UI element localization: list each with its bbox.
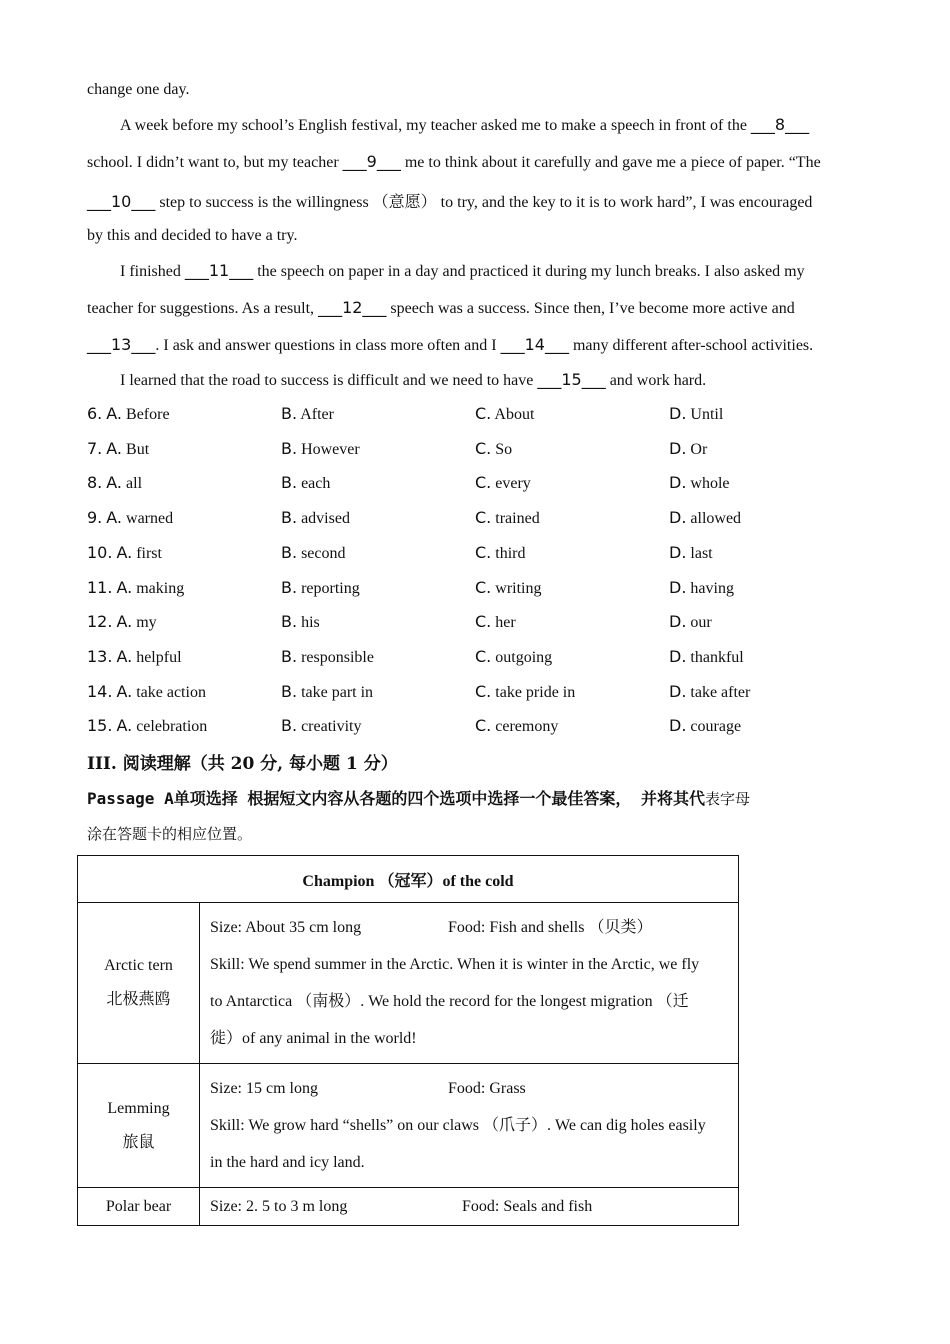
question-number: 10. xyxy=(87,542,113,562)
passage-text: change one day. xyxy=(87,81,190,98)
option-d xyxy=(669,578,734,598)
question-number: 6. xyxy=(87,404,103,423)
option-a xyxy=(87,682,206,702)
question-number: 14. xyxy=(87,681,113,701)
option-text: take pride in xyxy=(495,683,576,701)
passage-instructions-tail: 涂在答题卡的相应位置。 xyxy=(87,827,253,843)
option-text: celebration xyxy=(136,718,208,736)
option-d xyxy=(669,682,750,702)
option-letter: A. xyxy=(106,473,123,493)
option-text: reporting xyxy=(301,579,360,597)
option-text: outgoing xyxy=(495,648,553,666)
option-b xyxy=(281,647,374,667)
animal-food: Food: Seals and fish xyxy=(462,1198,593,1215)
option-text: whole xyxy=(690,475,730,493)
passage-text: teacher for suggestions. As a result, xyxy=(87,300,315,317)
passage-line xyxy=(120,115,809,135)
option-letter: D. xyxy=(669,646,687,666)
option-text: However xyxy=(301,440,360,458)
passage-line xyxy=(120,370,706,390)
option-b xyxy=(281,612,320,632)
option-letter: A. xyxy=(116,646,133,666)
option-text: making xyxy=(136,579,185,597)
option-letter: B. xyxy=(281,612,298,632)
option-b xyxy=(281,508,350,528)
option-letter: C. xyxy=(475,681,492,701)
passage-text: . I ask and answer questions in class more often and I xyxy=(155,337,497,354)
blank-13: ___13___ xyxy=(87,335,156,354)
animal-skill: Skill: We grow hard “shells” on our claws （爪子）. We can dig holes easily xyxy=(210,1117,706,1134)
option-letter: B. xyxy=(281,473,298,493)
option-letter: D. xyxy=(669,716,687,736)
question-number: 13. xyxy=(87,646,113,666)
option-text: take part in xyxy=(301,683,374,701)
option-text: warned xyxy=(126,510,174,528)
option-text: About xyxy=(494,406,535,423)
passage-text: the speech on paper in a day and practiced it during my lunch breaks. I also asked my xyxy=(257,263,805,280)
option-c xyxy=(475,647,552,667)
option-letter: D. xyxy=(669,404,687,423)
option-text: allowed xyxy=(690,510,742,528)
passage-line xyxy=(87,227,297,245)
option-text: thankful xyxy=(690,648,744,666)
option-letter: A. xyxy=(116,577,133,597)
blank-10: ___10___ xyxy=(87,192,156,211)
question-number: 12. xyxy=(87,612,113,632)
animal-name-cn: 旅鼠 xyxy=(122,1133,155,1151)
option-b xyxy=(281,682,373,702)
option-text: creativity xyxy=(301,718,362,736)
option-letter: D. xyxy=(669,681,687,701)
blank-14: ___14___ xyxy=(500,335,569,354)
passage-line xyxy=(87,298,795,318)
passage-line xyxy=(87,152,821,172)
option-b xyxy=(281,716,361,736)
option-text: So xyxy=(495,440,513,458)
option-c xyxy=(475,612,516,632)
animal-info-cell xyxy=(200,903,739,1064)
passage-text: I finished xyxy=(120,263,181,280)
option-letter: B. xyxy=(281,716,298,736)
option-text: first xyxy=(136,544,162,562)
passage-text: many different after-school activities. xyxy=(572,337,814,354)
animal-food: Food: Grass xyxy=(448,1080,526,1097)
option-b xyxy=(281,543,346,563)
passage-line xyxy=(87,81,189,99)
question-number: 15. xyxy=(87,716,113,736)
option-text: his xyxy=(301,614,320,632)
animal-skill: 徙）of any animal in the world! xyxy=(210,1030,417,1047)
blank-11: ___11___ xyxy=(184,261,254,280)
option-letter: A. xyxy=(116,681,133,701)
passage-line xyxy=(120,261,805,281)
animal-size: Size: 15 cm long xyxy=(210,1080,318,1097)
option-b xyxy=(281,439,360,459)
passage-text: by this and decided to have a try. xyxy=(87,227,298,244)
option-letter: C. xyxy=(475,438,492,458)
option-letter: B. xyxy=(281,508,298,528)
question-number: 11. xyxy=(87,577,113,597)
option-letter: A. xyxy=(106,404,123,423)
option-letter: D. xyxy=(669,473,687,493)
option-text: my xyxy=(136,614,157,632)
option-letter: A. xyxy=(116,612,133,632)
option-text: all xyxy=(126,475,143,493)
option-a xyxy=(87,404,170,424)
option-letter: C. xyxy=(475,404,492,423)
option-d xyxy=(669,647,744,667)
option-text: But xyxy=(126,440,150,458)
passage-line xyxy=(87,335,813,355)
option-letter: C. xyxy=(475,542,492,562)
option-a xyxy=(87,612,157,632)
option-letter: D. xyxy=(669,438,687,458)
option-letter: D. xyxy=(669,542,687,562)
option-text: Before xyxy=(126,406,170,423)
option-text: trained xyxy=(495,510,540,528)
option-a xyxy=(87,473,142,493)
option-letter: D. xyxy=(669,577,687,597)
option-letter: B. xyxy=(281,646,298,666)
option-d xyxy=(669,612,712,632)
option-text: second xyxy=(301,544,346,562)
option-letter: C. xyxy=(475,716,492,736)
option-letter: B. xyxy=(281,404,298,423)
animal-table xyxy=(77,855,739,1226)
option-text: Until xyxy=(690,406,724,423)
option-text: having xyxy=(690,579,734,597)
option-text: third xyxy=(495,544,526,562)
option-text: our xyxy=(690,614,712,632)
option-d xyxy=(669,473,730,493)
option-letter: C. xyxy=(475,646,492,666)
option-letter: D. xyxy=(669,612,687,632)
passage-text: I learned that the road to success is difficult and we need to have xyxy=(120,372,534,389)
animal-name-en: Polar bear xyxy=(105,1197,172,1215)
animal-food: Food: Fish and shells （贝类） xyxy=(448,919,653,936)
blank-12: ___12___ xyxy=(318,298,387,317)
option-letter: B. xyxy=(281,542,298,562)
passage-line xyxy=(87,189,812,212)
option-a xyxy=(87,578,184,598)
option-text: responsible xyxy=(301,648,374,666)
passage-text: A week before my school’s English festival, my teacher asked me to make a speech in front of the xyxy=(120,117,747,134)
animal-name-en: Arctic tern xyxy=(104,957,173,974)
passage-text: me to think about it carefully and gave me a piece of paper. “The xyxy=(404,154,821,171)
passage-text: and work hard. xyxy=(609,372,707,389)
question-number: 9. xyxy=(87,508,103,528)
animal-name-cn: 北极燕鸥 xyxy=(106,991,171,1008)
passage-text: school. I didn’t want to, but my teacher xyxy=(87,154,339,171)
option-text: her xyxy=(495,614,516,632)
animal-skill: to Antarctica （南极）. We hold the record for the longest migration （迁 xyxy=(210,993,689,1010)
option-text: helpful xyxy=(136,648,182,666)
option-text: take after xyxy=(690,683,751,701)
option-a xyxy=(87,543,162,563)
blank-9: ___9___ xyxy=(342,152,401,171)
option-letter: A. xyxy=(116,542,133,562)
option-letter: C. xyxy=(475,577,492,597)
animal-info-cell xyxy=(200,1064,739,1188)
question-number: 8. xyxy=(87,473,103,493)
option-letter: A. xyxy=(106,508,123,528)
option-c xyxy=(475,716,558,736)
option-letter: B. xyxy=(281,438,298,458)
blank-15: ___15___ xyxy=(537,370,606,389)
passage-instructions-normal: 表字母 xyxy=(704,792,750,808)
option-d xyxy=(669,439,707,459)
option-text: last xyxy=(690,544,713,562)
passage-text: speech was a success. Since then, I’ve become more active and xyxy=(390,300,795,317)
animal-name-cell xyxy=(78,1188,200,1226)
option-letter: B. xyxy=(281,681,298,701)
option-d xyxy=(669,508,741,528)
animal-name-cell xyxy=(78,1064,200,1188)
animal-info-cell xyxy=(200,1188,739,1226)
option-text: every xyxy=(495,475,531,493)
option-letter: D. xyxy=(669,508,687,528)
option-text: courage xyxy=(690,718,742,736)
animal-size: Size: 2. 5 to 3 m long xyxy=(210,1198,348,1215)
option-b xyxy=(281,578,360,598)
option-letter: B. xyxy=(281,577,298,597)
option-text: After xyxy=(300,406,334,423)
option-text: writing xyxy=(495,579,542,597)
option-c xyxy=(475,508,540,528)
option-a xyxy=(87,647,182,667)
option-c xyxy=(475,473,531,493)
section-title: III. 阅读理解（共 20 分, 每小题 1 分） xyxy=(87,754,398,774)
option-d xyxy=(669,404,723,424)
question-number: 7. xyxy=(87,438,103,458)
option-a xyxy=(87,716,207,736)
option-letter: C. xyxy=(475,508,492,528)
option-c xyxy=(475,578,541,598)
option-d xyxy=(669,543,713,563)
option-letter: C. xyxy=(475,473,492,493)
passage-instructions xyxy=(87,786,750,809)
option-c xyxy=(475,404,534,424)
option-text: each xyxy=(301,475,331,493)
option-a xyxy=(87,439,149,459)
option-c xyxy=(475,543,525,563)
option-letter: A. xyxy=(106,438,123,458)
option-text: advised xyxy=(301,510,350,528)
passage-text: step to success is the willingness （意愿） to try, and the key to it is to work hard”, I was encouraged xyxy=(159,194,813,211)
table-caption: Champion （冠军）of the cold xyxy=(78,856,739,903)
option-c xyxy=(475,682,575,702)
option-letter: C. xyxy=(475,612,492,632)
option-c xyxy=(475,439,512,459)
option-text: Or xyxy=(690,440,708,458)
option-b xyxy=(281,473,330,493)
option-text: take action xyxy=(136,683,206,701)
animal-name-cell xyxy=(78,903,200,1064)
option-b xyxy=(281,404,334,424)
animal-name-en: Lemming xyxy=(107,1099,170,1117)
option-a xyxy=(87,508,173,528)
option-letter: A. xyxy=(116,716,133,736)
blank-8: ___8___ xyxy=(750,115,810,134)
option-d xyxy=(669,716,741,736)
passage-instructions-bold: Passage A单项选择 根据短文内容从各题的四个选项中选择一个最佳答案， 并将其代 xyxy=(87,789,705,808)
option-text: ceremony xyxy=(495,718,559,736)
animal-skill: Skill: We spend summer in the Arctic. When it is winter in the Arctic, we fly xyxy=(210,956,700,973)
animal-skill: in the hard and icy land. xyxy=(210,1154,365,1171)
animal-size: Size: About 35 cm long xyxy=(210,919,362,936)
